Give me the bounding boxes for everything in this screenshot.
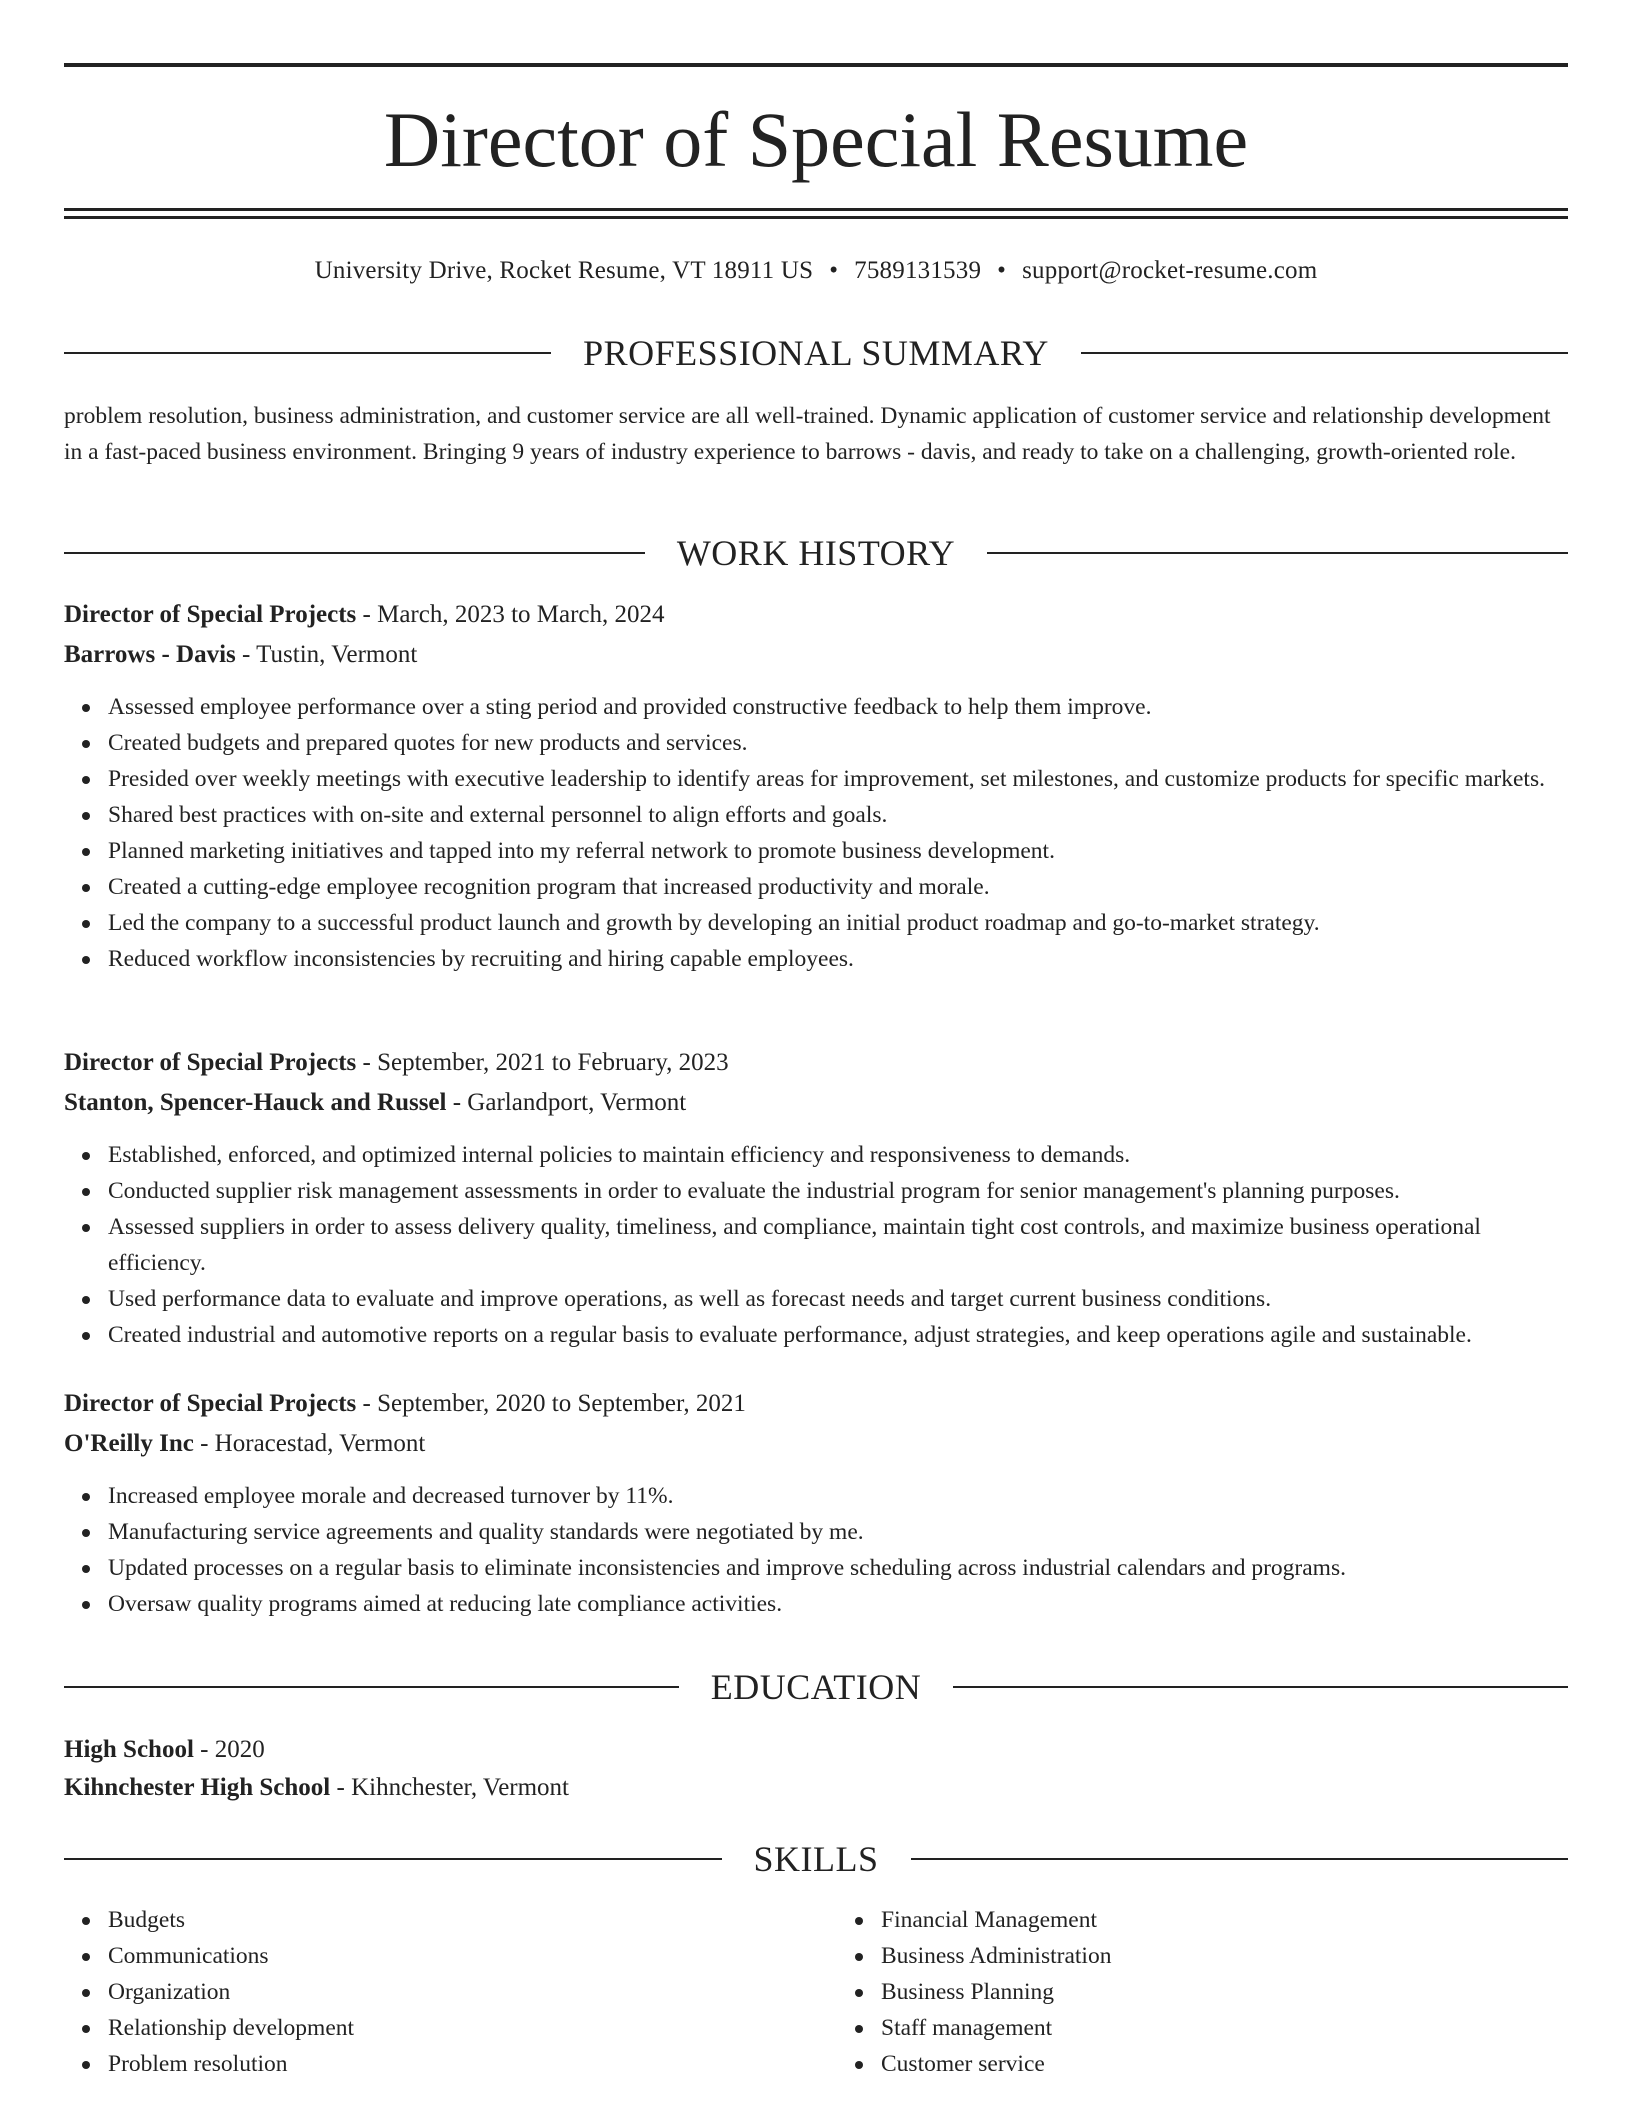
job-company: Stanton, Spencer-Hauck and Russel (64, 1089, 447, 1116)
skills-column-right (837, 1902, 1568, 2082)
education-school-line (64, 1769, 1568, 1807)
job-bullet: Assessed suppliers in order to assess delivery quality, timeliness, and compliance, maintain tight cost controls, and maximize business operational efficiency. (108, 1209, 1568, 1281)
skills-column-left (64, 1902, 795, 2082)
job-title-line (64, 595, 1568, 635)
job-location: - Tustin, Vermont (235, 641, 418, 668)
job-dates: - September, 2021 to February, 2023 (356, 1049, 729, 1076)
skill-item: Organization (108, 1974, 795, 2010)
job-entry (64, 1043, 1568, 1353)
job-bullet: Created industrial and automotive reports on a regular basis to evaluate performance, adjust strategies, and keep operations agile and sustainable. (108, 1317, 1568, 1353)
job-title-line (64, 1043, 1568, 1083)
section-heading-summary (64, 333, 1568, 373)
job-bullet: Increased employee morale and decreased turnover by 11%. (108, 1478, 1568, 1514)
section-title: PROFESSIONAL SUMMARY (583, 333, 1049, 373)
contact-email: support@rocket-resume.com (1022, 257, 1318, 284)
education-year: - 2020 (193, 1736, 265, 1763)
job-company-line (64, 1083, 1568, 1123)
education-school: Kihnchester High School (64, 1774, 331, 1801)
skills-list (64, 1902, 1568, 2082)
job-bullet: Shared best practices with on-site and external personnel to align efforts and goals. (108, 797, 1568, 833)
job-bullet: Created budgets and prepared quotes for new products and services. (108, 725, 1568, 761)
contact-separator: • (829, 257, 839, 284)
job-bullet: Planned marketing initiatives and tapped into my referral network to promote business development. (108, 833, 1568, 869)
heading-rule (1081, 352, 1568, 354)
education-degree: High School (64, 1736, 194, 1763)
job-bullet: Oversaw quality programs aimed at reducing late compliance activities. (108, 1586, 1568, 1622)
job-bullet: Reduced workflow inconsistencies by recruiting and hiring capable employees. (108, 941, 1568, 977)
summary-text: problem resolution, business administration, and customer service are all well-trained. Dynamic application of customer service and relationship development in a fast-paced business environment. Bringing 9 years of industry experience to barrows - davis, and ready to take on a challenging, growth-oriented role. (64, 403, 1551, 465)
heading-rule (64, 1686, 679, 1688)
job-title-line (64, 1384, 1568, 1424)
heading-rule (987, 552, 1568, 554)
title-rule-upper (64, 208, 1568, 211)
skill-item: Customer service (881, 2046, 1568, 2082)
resume-title: Director of Special Resume (383, 96, 1249, 183)
job-company-line (64, 1424, 1568, 1464)
job-location: - Garlandport, Vermont (446, 1089, 687, 1116)
job-bullet: Assessed employee performance over a sting period and provided constructive feedback to help them improve. (108, 689, 1568, 725)
job-title: Director of Special Projects (64, 601, 357, 628)
job-bullet: Conducted supplier risk management assessments in order to evaluate the industrial program for senior management's planning purposes. (108, 1173, 1568, 1209)
skill-item: Financial Management (881, 1902, 1568, 1938)
job-bullet: Presided over weekly meetings with executive leadership to identify areas for improvement, set milestones, and customize products for specific markets. (108, 761, 1568, 797)
job-dates: - September, 2020 to September, 2021 (356, 1390, 746, 1417)
heading-rule (911, 1858, 1569, 1860)
education-degree-line (64, 1731, 1568, 1769)
contact-address: University Drive, Rocket Resume, VT 18911 US (314, 257, 814, 284)
section-title: WORK HISTORY (676, 533, 956, 573)
job-bullets (64, 1478, 1568, 1622)
skill-item: Business Planning (881, 1974, 1568, 2010)
section-heading-education (64, 1667, 1568, 1707)
job-location: - Horacestad, Vermont (193, 1430, 426, 1457)
skill-item: Staff management (881, 2010, 1568, 2046)
job-title: Director of Special Projects (64, 1049, 357, 1076)
top-rule (64, 63, 1568, 67)
section-heading-work-history (64, 533, 1568, 573)
heading-rule (953, 1686, 1568, 1688)
skill-item: Relationship development (108, 2010, 795, 2046)
heading-rule (64, 1858, 722, 1860)
skill-item: Communications (108, 1938, 795, 1974)
education-location: - Kihnchester, Vermont (330, 1774, 570, 1801)
job-company-line (64, 635, 1568, 675)
job-bullet: Updated processes on a regular basis to eliminate inconsistencies and improve scheduling across industrial calendars and programs. (108, 1550, 1568, 1586)
job-bullets (64, 1137, 1568, 1353)
job-company: O'Reilly Inc (64, 1430, 194, 1457)
section-title: EDUCATION (710, 1667, 922, 1707)
contact-phone: 7589131539 (854, 257, 982, 284)
job-bullet: Created a cutting-edge employee recognition program that increased productivity and morale. (108, 869, 1568, 905)
skill-item: Problem resolution (108, 2046, 795, 2082)
education-entry (64, 1731, 1568, 1807)
heading-rule (64, 552, 645, 554)
contact-separator: • (997, 257, 1007, 284)
job-title: Director of Special Projects (64, 1390, 357, 1417)
job-bullets (64, 689, 1568, 977)
job-entry (64, 1384, 1568, 1622)
job-bullet: Led the company to a successful product launch and growth by developing an initial product roadmap and go-to-market strategy. (108, 905, 1568, 941)
job-dates: - March, 2023 to March, 2024 (356, 601, 665, 628)
skill-item: Budgets (108, 1902, 795, 1938)
title-rule-lower (64, 216, 1568, 219)
job-entry (64, 595, 1568, 977)
section-heading-skills (64, 1839, 1568, 1879)
job-bullet: Established, enforced, and optimized internal policies to maintain efficiency and responsiveness to demands. (108, 1137, 1568, 1173)
job-company: Barrows - Davis (64, 641, 236, 668)
section-title: SKILLS (753, 1839, 879, 1879)
job-bullet: Used performance data to evaluate and improve operations, as well as forecast needs and target current business conditions. (108, 1281, 1568, 1317)
job-bullet: Manufacturing service agreements and quality standards were negotiated by me. (108, 1514, 1568, 1550)
heading-rule (64, 352, 551, 354)
contact-line (64, 254, 1568, 288)
skill-item: Business Administration (881, 1938, 1568, 1974)
